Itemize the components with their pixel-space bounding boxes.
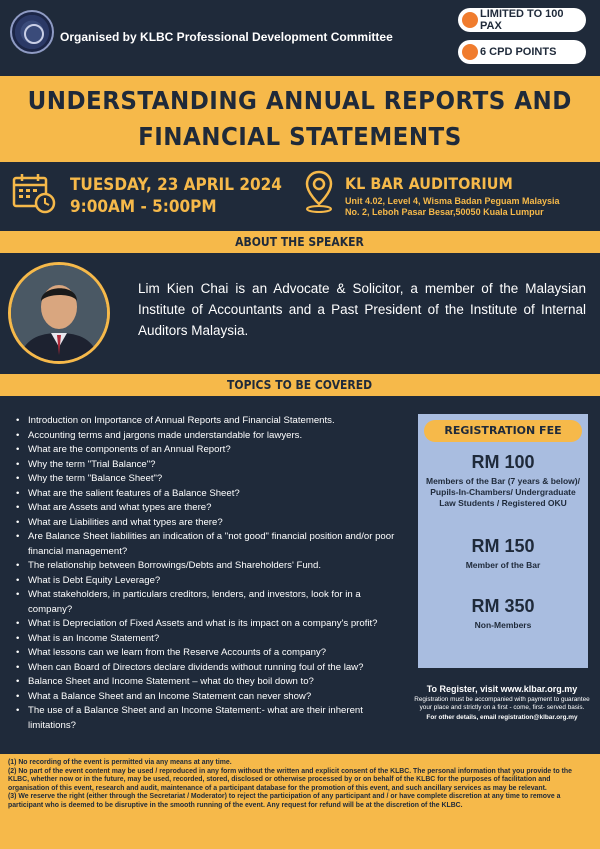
list-item: • What are Assets and what types are there? bbox=[16, 501, 404, 516]
event-time: 9:00AM - 5:00PM bbox=[70, 197, 217, 217]
register-note: Registration must be accompanied with payment to guarantee your place and strictly on a first - come, first- served basis. bbox=[414, 696, 590, 711]
list-item: • What is Debt Equity Leverage? bbox=[16, 574, 404, 589]
list-item: • What are the salient features of a Balance Sheet? bbox=[16, 487, 404, 502]
topics-heading: TOPICS TO BE COVERED bbox=[0, 374, 600, 396]
orange-dot-icon bbox=[462, 44, 478, 60]
registration-fee-box bbox=[418, 414, 588, 668]
title-line-2: FINANCIAL STATEMENTS bbox=[138, 122, 462, 151]
list-item: • When can Board of Directors declare dividends without running foul of the law? bbox=[16, 661, 404, 676]
list-item: • Why the term "Trial Balance"? bbox=[16, 458, 404, 473]
venue-name: KL BAR AUDITORIUM bbox=[345, 174, 513, 193]
registration-fee-title: REGISTRATION FEE bbox=[424, 420, 582, 442]
event-date: TUESDAY, 23 APRIL 2024 bbox=[70, 175, 282, 195]
about-speaker-heading: ABOUT THE SPEAKER bbox=[0, 231, 600, 253]
klbc-logo bbox=[10, 10, 54, 54]
fee-desc-150: Member of the Bar bbox=[465, 560, 541, 570]
speaker-photo bbox=[8, 262, 110, 364]
footer-note-3: (3) We reserve the right (either through the Secretariat / Moderator) to reject the participation of any participant and / or have complete discretion at any time to remove a participant who is deemed to be disruptive in the smooth running of the event. Any request for refund will be at the discretion of the KLBC. bbox=[8, 793, 561, 809]
cpd-points-badge: 6 CPD POINTS bbox=[458, 40, 586, 64]
list-item: • The use of a Balance Sheet and an Income Statement:- what are their inherent limitations? bbox=[16, 704, 404, 733]
footer-note-2: (2) No part of the event content may be used / reproduced in any form without the written and explicit consent of the KLBC. The personal information that you provide to the KLBC, whether now or in the future, may be used, recorded, stored, disclosed or otherwise processed by or on behalf of the KLBC for the purposes of facilitation and organisation of this event, research and audit, maintenance of a participant database for the promotion of this event, and such ancillary services as may be relevant. bbox=[8, 767, 572, 792]
speaker-portrait-icon bbox=[11, 265, 107, 361]
title-line-1: UNDERSTANDING ANNUAL REPORTS AND bbox=[27, 86, 573, 115]
list-item: • Accounting terms and jargons made understandable for lawyers. bbox=[16, 429, 404, 444]
list-item: • Why the term "Balance Sheet"? bbox=[16, 472, 404, 487]
list-item: • What are the components of an Annual Report? bbox=[16, 443, 404, 458]
list-item: • What is Depreciation of Fixed Assets and what is its impact on a company's profit? bbox=[16, 617, 404, 632]
event-details bbox=[0, 162, 600, 230]
location-pin-icon bbox=[304, 170, 334, 214]
fee-desc-350: Non-Members bbox=[474, 620, 532, 630]
topics-list bbox=[16, 414, 404, 733]
fee-amount-100: RM 100 bbox=[471, 452, 535, 472]
list-item: • The relationship between Borrowings/Debts and Shareholders' Fund. bbox=[16, 559, 404, 574]
fee-amount-150: RM 150 bbox=[471, 536, 535, 556]
footer-note-1: (1) No recording of the event is permitted via any means at any time. bbox=[8, 759, 232, 766]
footer-notes bbox=[0, 754, 600, 849]
list-item: • What are Liabilities and what types are there? bbox=[16, 516, 404, 531]
register-email[interactable]: For other details, email registration@klbar.org.my bbox=[426, 714, 578, 721]
organiser-text: Organised by KLBC Professional Development Committee bbox=[60, 30, 393, 44]
list-item: • What lessons can we learn from the Reserve Accounts of a company? bbox=[16, 646, 404, 661]
header bbox=[0, 0, 600, 76]
event-date-time bbox=[70, 174, 282, 218]
register-info bbox=[412, 684, 592, 721]
list-item: • Introduction on Importance of Annual Reports and Financial Statements. bbox=[16, 414, 404, 429]
orange-dot-icon bbox=[462, 12, 478, 28]
venue-address: Unit 4.02, Level 4, Wisma Badan Peguam Malaysia No. 2, Leboh Pasar Besar,50050 Kuala Lumpur bbox=[345, 196, 560, 217]
list-item: • What stakeholders, in particulars creditors, lenders, and investors, look for in a company? bbox=[16, 588, 404, 617]
list-item: • What is an Income Statement? bbox=[16, 632, 404, 647]
pax-limit-badge: LIMITED TO 100 PAX bbox=[458, 8, 586, 32]
register-link[interactable]: To Register, visit www.klbar.org.my bbox=[426, 684, 578, 694]
speaker-bio: Lim Kien Chai is an Advocate & Solicitor, a member of the Malaysian Institute of Accountants and a Past President of the Institute of Internal Auditors Malaysia. bbox=[138, 281, 586, 338]
fee-desc-100: Members of the Bar (7 years & below)/ Pupils-In-Chambers/ Undergraduate Law Students / Registered OKU bbox=[426, 476, 580, 508]
list-item: • What a Balance Sheet and an Income Statement can never show? bbox=[16, 690, 404, 705]
list-item: • Balance Sheet and Income Statement – what do they boil down to? bbox=[16, 675, 404, 690]
list-item: • Are Balance Sheet liabilities an indication of a "not good" financial position and/or poor financial management? bbox=[16, 530, 404, 559]
calendar-clock-icon bbox=[12, 172, 56, 214]
fee-amount-350: RM 350 bbox=[471, 596, 535, 616]
event-title bbox=[0, 76, 600, 162]
